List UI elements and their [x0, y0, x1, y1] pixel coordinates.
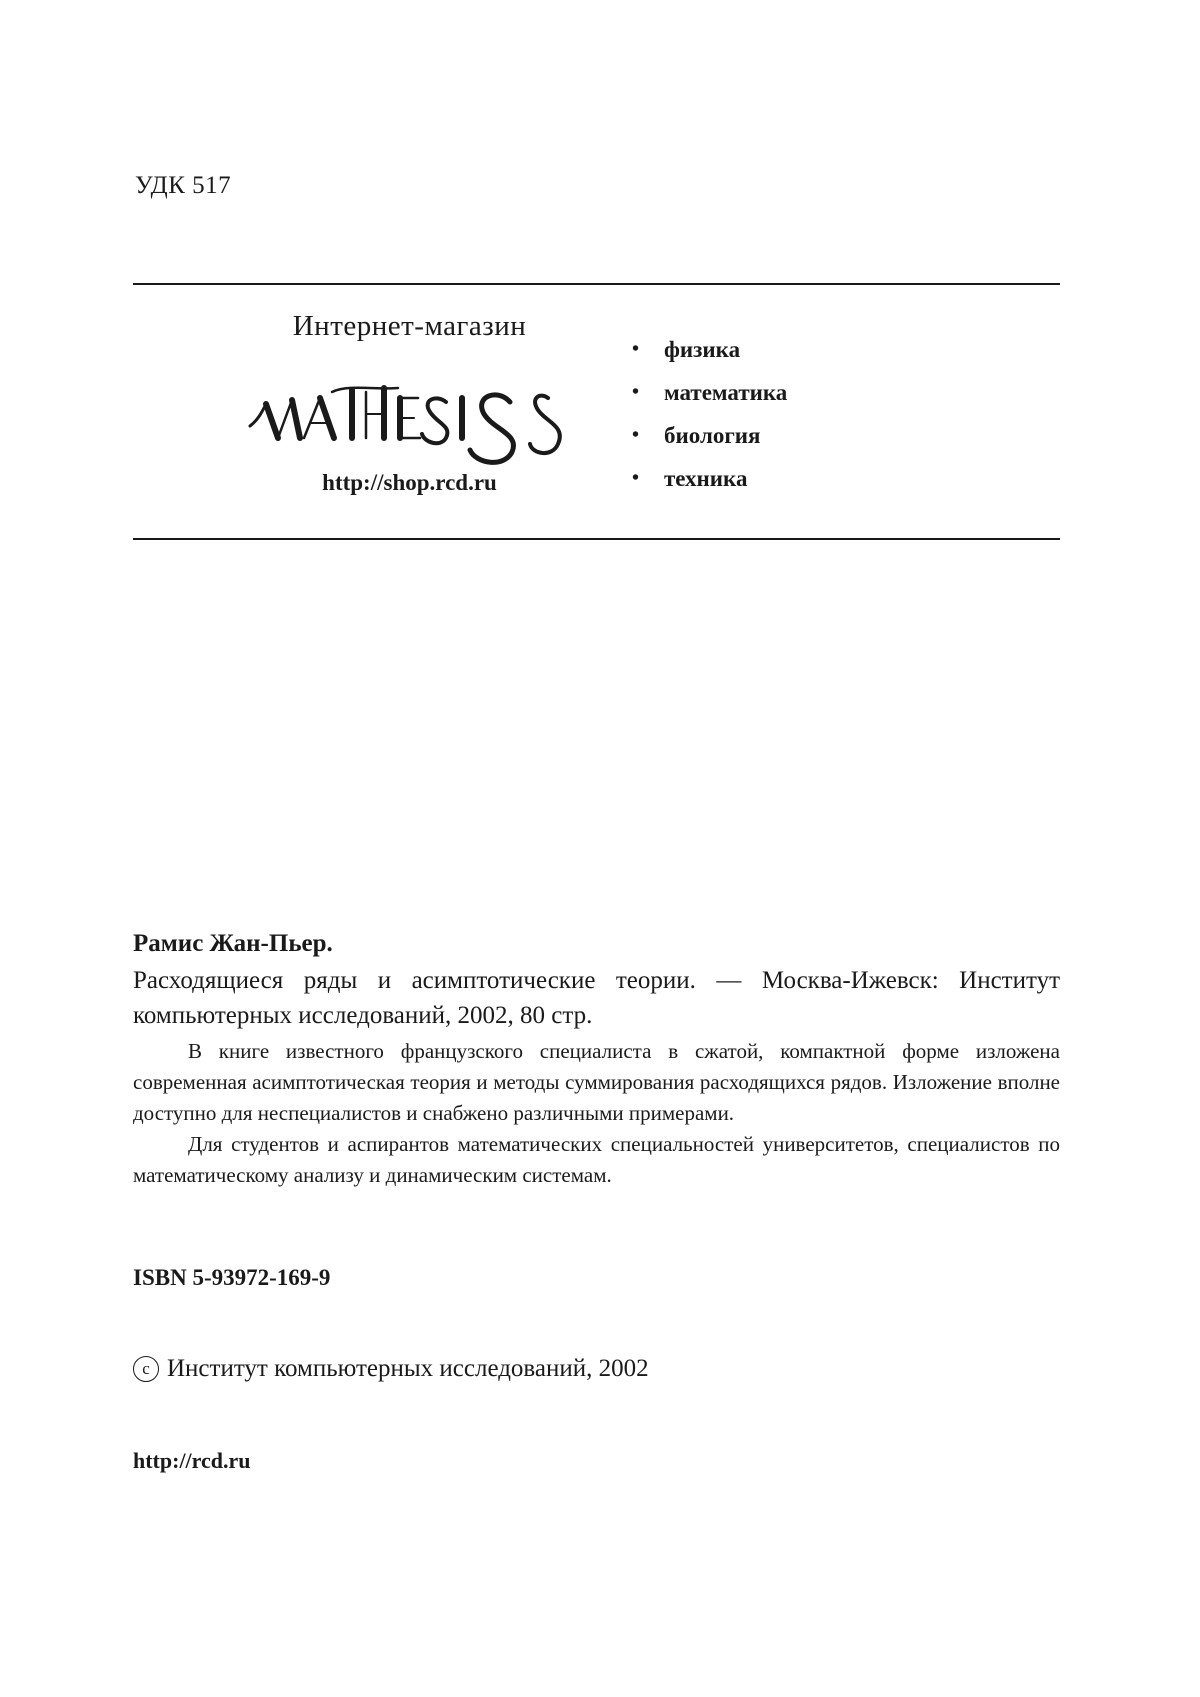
store-label: Интернет-магазин: [292, 310, 527, 342]
copyright-notice: [133, 1355, 649, 1383]
bullet-icon: •: [632, 467, 640, 489]
bullet-icon: •: [632, 424, 640, 446]
topic-label: техника: [664, 465, 748, 491]
topic-label: математика: [664, 379, 788, 405]
bottom-divider: [133, 538, 1060, 540]
topic-item: [632, 457, 787, 500]
bullet-icon: •: [632, 381, 640, 403]
topic-list: [632, 328, 787, 500]
abstract-paragraph: В книге известного французского специалиста в сжатой, компактной форме изложена современная асимптотическая теория и методы суммирования расходящихся рядов. Изложение вполне доступно для неспециалистов и снабжено различными примерами.: [133, 1039, 1060, 1125]
mathesis-logo: [248, 368, 573, 468]
book-citation: Расходящиеся ряды и асимптотические теории. — Москва-Ижевск: Институт компьютерных исследований, 2002, 80 стр.: [133, 967, 1060, 1029]
udc-code: УДК 517: [135, 172, 232, 199]
store-url[interactable]: http://shop.rcd.ru: [322, 470, 497, 495]
book-abstract: [133, 1036, 1060, 1191]
isbn: ISBN 5-93972-169-9: [133, 1265, 331, 1290]
abstract-paragraph: Для студентов и аспирантов математических специальностей университетов, специалистов по математическому анализу и динамическим системам.: [133, 1132, 1060, 1187]
topic-label: биология: [664, 422, 761, 448]
bullet-icon: •: [632, 338, 640, 360]
topic-label: физика: [664, 336, 741, 362]
book-author: Рамис Жан-Пьер.: [133, 930, 333, 957]
topic-item: [632, 328, 787, 371]
topic-item: [632, 371, 787, 414]
copyright-text: Институт компьютерных исследований, 2002: [167, 1355, 649, 1382]
publisher-url[interactable]: http://rcd.ru: [133, 1448, 251, 1473]
topic-item: [632, 414, 787, 457]
copyright-icon: c: [133, 1356, 159, 1382]
top-divider: [133, 283, 1060, 285]
